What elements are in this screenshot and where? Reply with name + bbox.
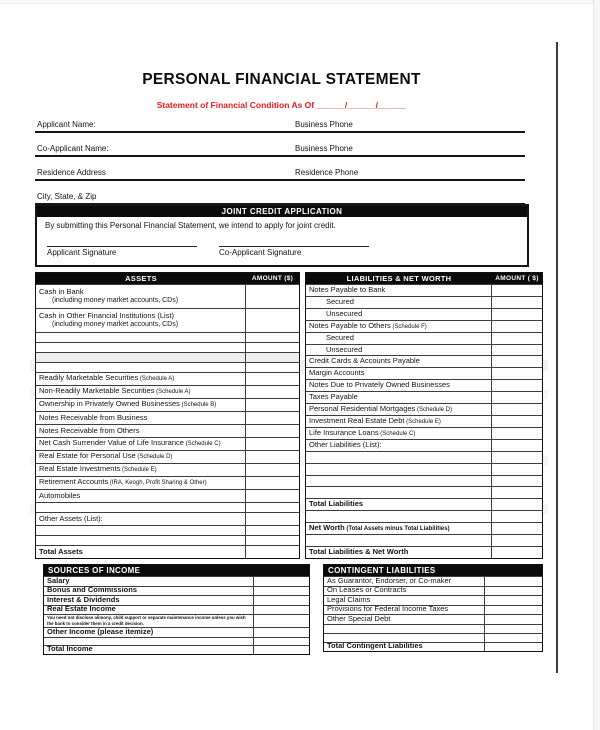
row-label: Personal Residential Mortgages (Schedule D) bbox=[306, 404, 492, 415]
joint-credit-body: By submitting this Personal Financial Statement, we intend to apply for joint credit. bbox=[45, 221, 336, 230]
row-label: Notes Payable to Others (Schedule F) bbox=[306, 321, 492, 332]
table-row bbox=[36, 545, 299, 558]
amount-cell[interactable] bbox=[246, 438, 299, 450]
table-row bbox=[306, 463, 542, 475]
table-row bbox=[324, 624, 542, 633]
table-row bbox=[44, 614, 309, 627]
row-label bbox=[36, 526, 246, 535]
table-row bbox=[306, 522, 542, 534]
amount-cell[interactable] bbox=[485, 606, 542, 615]
liabilities-table-header bbox=[306, 273, 542, 284]
row-label bbox=[36, 343, 246, 352]
table-row bbox=[324, 576, 542, 586]
amount-cell[interactable] bbox=[492, 368, 542, 379]
table-row bbox=[36, 372, 299, 385]
amount-cell[interactable] bbox=[485, 634, 542, 642]
row-label: Other Liabilities (List): bbox=[306, 440, 492, 451]
amount-cell[interactable] bbox=[246, 451, 299, 463]
row-label bbox=[306, 452, 492, 463]
assets-header-label: ASSETS bbox=[125, 274, 157, 283]
amount-cell[interactable] bbox=[246, 353, 299, 362]
table-row bbox=[36, 476, 299, 489]
table-row bbox=[306, 391, 542, 403]
row-label: Automobiles bbox=[36, 490, 246, 502]
table-row bbox=[324, 614, 542, 624]
joint-credit-box bbox=[35, 204, 529, 267]
amount-cell[interactable] bbox=[246, 333, 299, 342]
row-label bbox=[306, 476, 492, 487]
amount-cell[interactable] bbox=[246, 526, 299, 535]
row-label bbox=[36, 503, 246, 512]
business-phone-label: Business Phone bbox=[295, 144, 353, 153]
assets-table-header bbox=[36, 273, 299, 284]
table-row bbox=[36, 489, 299, 502]
amount-cell[interactable] bbox=[246, 513, 299, 525]
amount-cell[interactable] bbox=[246, 363, 299, 372]
table-row bbox=[44, 637, 309, 645]
page-top-edge bbox=[0, 0, 600, 4]
amount-cell[interactable] bbox=[485, 643, 542, 652]
table-row bbox=[44, 605, 309, 615]
amount-cell[interactable] bbox=[246, 373, 299, 385]
table-row bbox=[36, 424, 299, 437]
assets-table-body bbox=[36, 284, 299, 558]
contingent-table-header: CONTINGENT LIABILITIES bbox=[324, 565, 542, 576]
amount-cell[interactable] bbox=[492, 499, 542, 510]
amount-cell[interactable] bbox=[254, 638, 309, 645]
amount-cell[interactable] bbox=[254, 646, 309, 655]
row-label: Life Insurance Loans (Schedule C) bbox=[306, 428, 492, 439]
amount-cell[interactable] bbox=[254, 615, 309, 627]
row-label: Total Liabilities & Net Worth bbox=[306, 547, 492, 558]
amount-cell[interactable] bbox=[492, 356, 542, 367]
co-applicant-name-label: Co-Applicant Name: bbox=[37, 144, 109, 153]
scan-edge-line bbox=[556, 42, 558, 673]
amount-cell[interactable] bbox=[492, 440, 542, 451]
table-row bbox=[36, 362, 299, 372]
amount-cell[interactable] bbox=[492, 345, 542, 356]
co-applicant-name-field[interactable] bbox=[35, 133, 525, 157]
amount-cell[interactable] bbox=[246, 412, 299, 424]
amount-cell[interactable] bbox=[485, 596, 542, 605]
amount-cell[interactable] bbox=[246, 399, 299, 411]
residence-phone-label: Residence Phone bbox=[295, 168, 359, 177]
amount-cell[interactable] bbox=[254, 577, 309, 586]
table-row bbox=[36, 284, 299, 308]
table-row bbox=[44, 645, 309, 655]
amount-cell[interactable] bbox=[492, 464, 542, 475]
amount-cell[interactable] bbox=[492, 535, 542, 546]
amount-cell[interactable] bbox=[485, 577, 542, 586]
amount-cell[interactable] bbox=[254, 596, 309, 605]
amount-cell[interactable] bbox=[492, 333, 542, 344]
amount-cell[interactable] bbox=[492, 452, 542, 463]
amount-cell[interactable] bbox=[246, 425, 299, 437]
table-row bbox=[36, 502, 299, 512]
table-row bbox=[306, 486, 542, 498]
row-label: Net Worth (Total Assets minus Total Liabilities) bbox=[306, 523, 492, 534]
applicant-signature-label: Applicant Signature bbox=[47, 248, 117, 257]
table-row bbox=[324, 605, 542, 615]
table-row bbox=[324, 586, 542, 596]
table-row bbox=[44, 595, 309, 605]
row-label bbox=[36, 536, 246, 545]
row-label: Cash in Bank (including money market accounts, CDs) bbox=[36, 285, 246, 308]
table-row bbox=[36, 437, 299, 450]
table-row bbox=[306, 451, 542, 463]
table-row bbox=[36, 512, 299, 525]
table-row bbox=[324, 595, 542, 605]
applicant-name-field[interactable] bbox=[35, 115, 525, 133]
applicant-signature-line[interactable] bbox=[47, 245, 197, 247]
table-row bbox=[36, 308, 299, 332]
assets-liabilities-section bbox=[35, 272, 543, 559]
table-row bbox=[36, 385, 299, 398]
row-label: Total Contingent Liabilities bbox=[324, 643, 485, 652]
row-label: Secured bbox=[306, 333, 492, 344]
row-label: On Leases or Contracts bbox=[324, 587, 485, 596]
amount-cell[interactable] bbox=[492, 416, 542, 427]
row-label: Retirement Accounts (IRA, Keogh, Profit Sharing & Other) bbox=[36, 477, 246, 489]
row-label: Real Estate Investments (Schedule E) bbox=[36, 464, 246, 476]
table-row bbox=[306, 403, 542, 415]
row-label: Total Income bbox=[44, 646, 254, 655]
table-row bbox=[36, 352, 299, 362]
page-right-edge bbox=[593, 0, 600, 730]
row-label: Total Liabilities bbox=[306, 499, 492, 510]
row-label: Notes Receivable from Others bbox=[36, 425, 246, 437]
amount-cell[interactable] bbox=[246, 464, 299, 476]
row-label: Investment Real Estate Debt (Schedule E) bbox=[306, 416, 492, 427]
row-label: Legal Claims bbox=[324, 596, 485, 605]
row-label bbox=[44, 638, 254, 645]
row-label bbox=[306, 487, 492, 498]
city-state-zip-field[interactable] bbox=[35, 181, 525, 205]
table-row bbox=[36, 398, 299, 411]
amount-cell[interactable] bbox=[246, 309, 299, 332]
applicant-name-label: Applicant Name: bbox=[37, 120, 96, 129]
income-table-header: SOURCES OF INCOME bbox=[44, 565, 309, 576]
table-row bbox=[306, 284, 542, 296]
row-label bbox=[36, 363, 246, 372]
amount-cell[interactable] bbox=[485, 615, 542, 624]
row-label bbox=[306, 535, 492, 546]
table-row bbox=[306, 415, 542, 427]
amount-cell[interactable] bbox=[492, 321, 542, 332]
row-label: Real Estate for Personal Use (Schedule D) bbox=[36, 451, 246, 463]
contingent-table-body bbox=[324, 576, 542, 651]
liabilities-table bbox=[305, 272, 543, 559]
assets-amount-header: AMOUNT ($) bbox=[251, 275, 294, 282]
amount-cell[interactable] bbox=[492, 476, 542, 487]
amount-cell[interactable] bbox=[246, 536, 299, 545]
amount-cell[interactable] bbox=[492, 285, 542, 296]
row-label: Interest & Dividends bbox=[44, 596, 254, 605]
row-label: Salary bbox=[44, 577, 254, 586]
amount-cell[interactable] bbox=[492, 380, 542, 391]
table-row bbox=[36, 411, 299, 424]
table-row bbox=[44, 586, 309, 596]
amount-cell[interactable] bbox=[246, 477, 299, 489]
table-row bbox=[324, 633, 542, 642]
amount-cell[interactable] bbox=[492, 428, 542, 439]
table-row bbox=[306, 320, 542, 332]
table-row bbox=[306, 332, 542, 344]
table-row bbox=[306, 308, 542, 320]
row-label: Unsecured bbox=[306, 309, 492, 320]
row-label bbox=[306, 464, 492, 475]
applicant-fields-section bbox=[35, 115, 525, 205]
amount-cell[interactable] bbox=[492, 309, 542, 320]
amount-cell[interactable] bbox=[492, 487, 542, 498]
table-row bbox=[44, 576, 309, 586]
liabilities-header-label: LIABILITIES & NET WORTH bbox=[346, 274, 452, 283]
table-row bbox=[306, 534, 542, 546]
residence-address-field[interactable] bbox=[35, 157, 525, 181]
row-label bbox=[36, 353, 246, 362]
row-label: Bonus and Commissions bbox=[44, 587, 254, 596]
contingent-table bbox=[323, 564, 543, 652]
table-row bbox=[36, 450, 299, 463]
row-label: Provisions for Federal Income Taxes bbox=[324, 606, 485, 615]
row-label: Secured bbox=[306, 297, 492, 308]
amount-cell[interactable] bbox=[246, 546, 299, 558]
amount-cell[interactable] bbox=[246, 503, 299, 512]
amount-cell[interactable] bbox=[492, 511, 542, 522]
table-row bbox=[306, 296, 542, 308]
table-row bbox=[306, 427, 542, 439]
row-label bbox=[306, 511, 492, 522]
row-label bbox=[44, 615, 254, 627]
assets-table bbox=[35, 272, 300, 559]
income-table-body bbox=[44, 576, 309, 654]
amount-cell[interactable] bbox=[492, 547, 542, 558]
residence-address-label: Residence Address bbox=[37, 168, 106, 177]
row-label: Net Cash Surrender Value of Life Insurance (Schedule C) bbox=[36, 438, 246, 450]
table-row bbox=[36, 535, 299, 545]
table-row bbox=[306, 498, 542, 510]
amount-cell[interactable] bbox=[246, 343, 299, 352]
amount-cell[interactable] bbox=[254, 606, 309, 615]
amount-cell[interactable] bbox=[246, 490, 299, 502]
row-label: Non-Readily Marketable Securities (Schedule A) bbox=[36, 386, 246, 398]
row-label: Ownership in Privately Owned Businesses (Schedule B) bbox=[36, 399, 246, 411]
amount-cell[interactable] bbox=[246, 386, 299, 398]
table-row bbox=[306, 355, 542, 367]
row-label bbox=[36, 333, 246, 342]
row-label: Notes Receivable from Business bbox=[36, 412, 246, 424]
row-label: Margin Accounts bbox=[306, 368, 492, 379]
table-row bbox=[36, 342, 299, 352]
row-label: Real Estate Income bbox=[44, 606, 254, 615]
page-subtitle: Statement of Financial Condition As Of ______/______/______ bbox=[156, 100, 407, 110]
amount-cell[interactable] bbox=[492, 297, 542, 308]
amount-cell[interactable] bbox=[492, 404, 542, 415]
row-label: Readily Marketable Securities (Schedule A) bbox=[36, 373, 246, 385]
row-label bbox=[324, 625, 485, 633]
amount-cell[interactable] bbox=[485, 625, 542, 633]
row-label: Notes Due to Privately Owned Businesses bbox=[306, 380, 492, 391]
table-row bbox=[306, 344, 542, 356]
city-state-zip-label: City, State, & Zip bbox=[37, 192, 97, 201]
joint-credit-header: JOINT CREDIT APPLICATION bbox=[37, 206, 527, 217]
row-label: Total Assets bbox=[36, 546, 246, 558]
amount-cell[interactable] bbox=[246, 285, 299, 308]
row-label: Other Income (please itemize) bbox=[44, 628, 254, 637]
table-row bbox=[36, 463, 299, 476]
disclaimer-text: You need not disclose alimony, child support or separate maintenance income unless you wish the bank to consider them in a credit decision. bbox=[47, 615, 246, 626]
row-label: Cash in Other Financial Institutions (List) (including money market accounts, CDs) bbox=[36, 309, 246, 332]
table-row bbox=[306, 546, 542, 558]
table-row bbox=[324, 642, 542, 652]
table-row bbox=[306, 379, 542, 391]
liabilities-table-body bbox=[306, 284, 542, 558]
row-label: Other Assets (List): bbox=[36, 513, 246, 525]
table-row bbox=[306, 475, 542, 487]
liabilities-amount-header: AMOUNT ( $) bbox=[495, 275, 539, 282]
amount-cell[interactable] bbox=[492, 523, 542, 534]
table-row bbox=[36, 332, 299, 342]
income-table bbox=[43, 564, 310, 655]
row-label: Other Special Debt bbox=[324, 615, 485, 624]
row-label bbox=[324, 634, 485, 642]
table-row bbox=[306, 367, 542, 379]
row-label: Credit Cards & Accounts Payable bbox=[306, 356, 492, 367]
amount-cell[interactable] bbox=[254, 587, 309, 596]
table-row bbox=[44, 627, 309, 637]
page-title: PERSONAL FINANCIAL STATEMENT bbox=[142, 71, 421, 88]
amount-cell[interactable] bbox=[492, 392, 542, 403]
co-applicant-signature-label: Co-Applicant Signature bbox=[219, 248, 302, 257]
business-phone-label: Business Phone bbox=[295, 120, 353, 129]
amount-cell[interactable] bbox=[485, 587, 542, 596]
table-row bbox=[306, 439, 542, 451]
row-label: As Guarantor, Endorser, or Co-maker bbox=[324, 577, 485, 586]
row-label: Unsecured bbox=[306, 345, 492, 356]
table-row bbox=[306, 510, 542, 522]
co-applicant-signature-line[interactable] bbox=[219, 245, 369, 247]
row-label: Notes Payable to Bank bbox=[306, 285, 492, 296]
table-row bbox=[36, 525, 299, 535]
row-label: Taxes Payable bbox=[306, 392, 492, 403]
amount-cell[interactable] bbox=[254, 628, 309, 637]
